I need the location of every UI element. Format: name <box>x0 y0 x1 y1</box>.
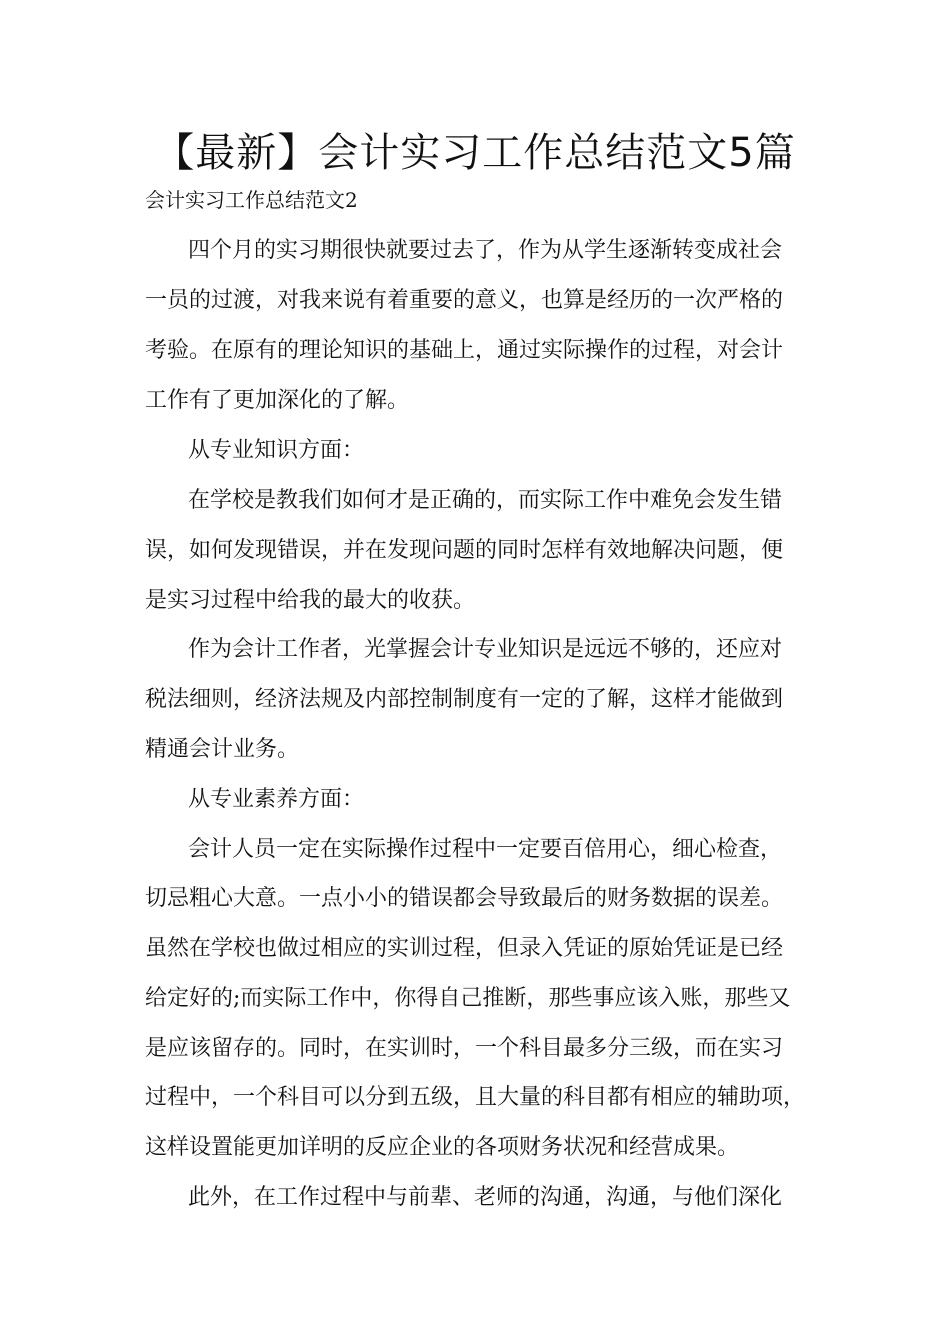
text-line: 税法细则，经济法规及内部控制制度有一定的了解，这样才能做到 <box>145 687 784 712</box>
document-subtitle: 会计实习工作总结范文2 <box>145 188 358 212</box>
text-line: 是应该留存的。同时，在实训时，一个科目最多分三级，而在实习 <box>145 1036 784 1061</box>
text-line: 给定好的;而实际工作中，你得自己推断，那些事应该入账，那些又 <box>145 986 791 1011</box>
section-heading: 从专业素养方面： <box>188 787 365 812</box>
text-line: 此外，在工作过程中与前辈、老师的沟通，沟通，与他们深化 <box>188 1185 783 1210</box>
text-line: 考验。在原有的理论知识的基础上，通过实际操作的过程，对会计 <box>145 338 784 363</box>
text-line: 误，如何发现错误，并在发现问题的同时怎样有效地解决问题，便 <box>145 538 784 563</box>
text-line: 过程中，一个科目可以分到五级，且大量的科目都有相应的辅助项， <box>145 1085 806 1110</box>
text-line: 作为会计工作者，光掌握会计专业知识是远远不够的，还应对 <box>188 637 783 662</box>
text-line: 会计人员一定在实际操作过程中一定要百倍用心，细心检查， <box>188 837 783 862</box>
text-line: 一员的过渡，对我来说有着重要的意义，也算是经历的一次严格的 <box>145 288 784 313</box>
section-heading: 从专业知识方面： <box>188 438 365 463</box>
text-line: 是实习过程中给我的最大的收获。 <box>145 588 476 613</box>
text-line: 四个月的实习期很快就要过去了，作为从学生逐渐转变成社会 <box>188 238 783 263</box>
text-line: 精通会计业务。 <box>145 737 300 762</box>
text-line: 虽然在学校也做过相应的实训过程，但录入凭证的原始凭证是已经 <box>145 936 784 961</box>
text-line: 工作有了更加深化的了解。 <box>145 388 410 413</box>
text-line: 切忌粗心大意。一点小小的错误都会导致最后的财务数据的误差。 <box>145 886 784 911</box>
document-title: 【最新】会计实习工作总结范文5篇 <box>154 130 796 176</box>
text-line: 在学校是教我们如何才是正确的，而实际工作中难免会发生错 <box>188 488 783 513</box>
text-line: 这样设置能更加详明的反应企业的各项财务状况和经营成果。 <box>145 1135 740 1160</box>
